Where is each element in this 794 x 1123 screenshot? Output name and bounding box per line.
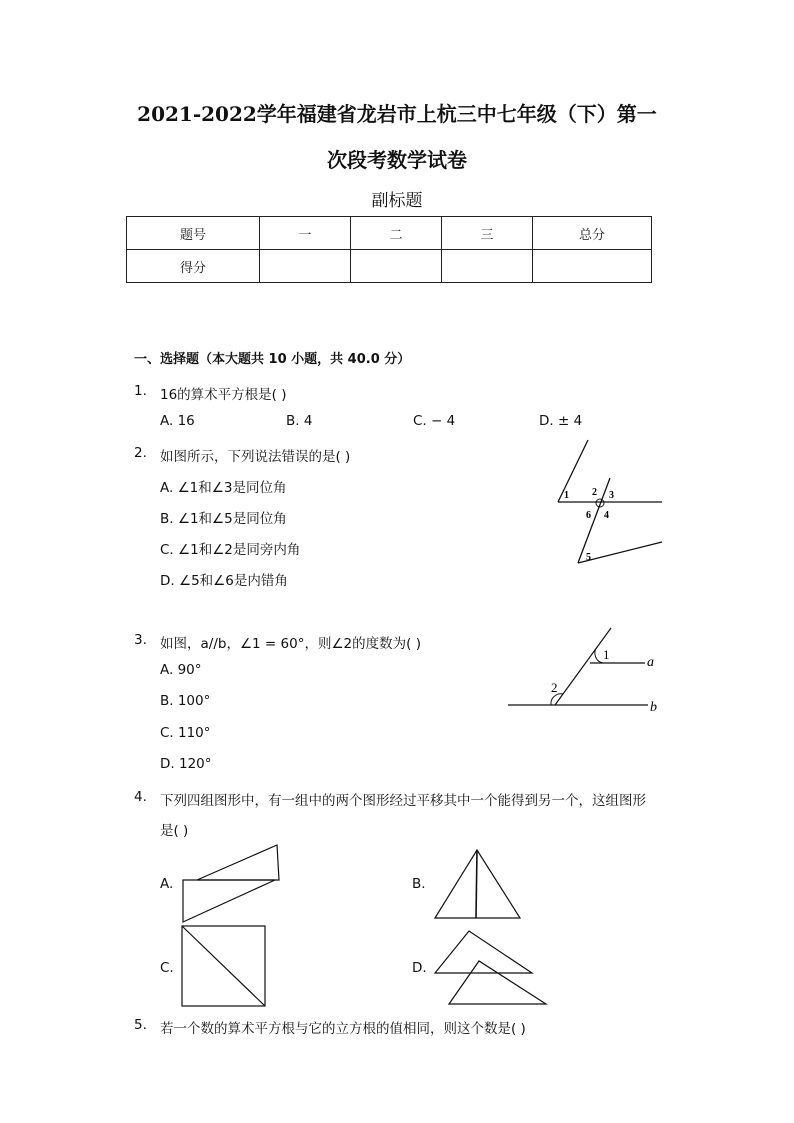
option-b[interactable]: B. <box>412 876 426 892</box>
angle-label: 4 <box>604 510 609 521</box>
option-c[interactable]: C. 110° <box>160 725 211 741</box>
option-a[interactable]: A. 90° <box>160 662 202 678</box>
option-b-figure <box>432 846 524 922</box>
option-b[interactable]: B. 100° <box>160 693 211 709</box>
line-label-b: b <box>650 700 657 715</box>
score-row-label: 得分 <box>127 250 260 283</box>
option-a-figure <box>180 842 282 926</box>
question-text-line1: 下列四组图形中，有一组中的两个图形经过平移其中一个能得到另一个，这组图形 <box>160 793 646 809</box>
option-a[interactable]: A. ∠1和∠3是同位角 <box>160 480 287 496</box>
score-table-header-cell: 三 <box>442 217 533 250</box>
question-number: 5. <box>134 1017 147 1033</box>
question-text: 如图，a//b，∠1 = 60°，则∠2的度数为( ) <box>160 636 421 652</box>
angle-label: 1 <box>603 647 610 662</box>
option-d[interactable]: D. 120° <box>160 756 212 772</box>
option-d[interactable]: D. <box>412 960 427 976</box>
exam-title-line2: 次段考数学试卷 <box>327 148 467 172</box>
question-number: 3. <box>134 632 147 648</box>
score-table <box>126 216 652 283</box>
score-table-header-row <box>127 217 652 250</box>
option-c[interactable]: C. − 4 <box>413 413 456 429</box>
question-text-line2: 是( ) <box>160 823 189 839</box>
option-a[interactable]: A. <box>160 876 174 892</box>
angle-label: 2 <box>592 487 597 498</box>
angle-label: 1 <box>564 490 569 501</box>
angle-label: 5 <box>586 552 591 563</box>
option-b[interactable]: B. ∠1和∠5是同位角 <box>160 511 287 527</box>
option-d[interactable]: D. ∠5和∠6是内错角 <box>160 573 288 589</box>
score-table-header-cell: 一 <box>260 217 351 250</box>
score-cell[interactable] <box>260 250 351 283</box>
score-table-score-row <box>127 250 652 283</box>
section-heading: 一、选择题（本大题共 10 小题，共 40.0 分） <box>134 352 411 367</box>
score-cell[interactable] <box>442 250 533 283</box>
option-c[interactable]: C. <box>160 960 174 976</box>
q3-parallel-lines-figure <box>505 625 670 720</box>
option-a[interactable]: A. 16 <box>160 413 195 429</box>
option-c-figure <box>180 924 270 1010</box>
option-b[interactable]: B. 4 <box>286 413 313 429</box>
question-number: 1. <box>134 383 147 399</box>
angle-label: 2 <box>551 680 558 695</box>
exam-subtitle: 副标题 <box>371 191 423 211</box>
angle-label: 6 <box>586 510 591 521</box>
option-c[interactable]: C. ∠1和∠2是同旁内角 <box>160 542 301 558</box>
score-cell[interactable] <box>351 250 442 283</box>
question-number: 2. <box>134 445 147 461</box>
question-text: 若一个数的算术平方根与它的立方根的值相同，则这个数是( ) <box>160 1021 526 1037</box>
score-table-header-cell: 二 <box>351 217 442 250</box>
question-text: 16的算术平方根是( ) <box>160 387 287 403</box>
question-text: 如图所示，下列说法错误的是( ) <box>160 449 351 465</box>
line-label-a: a <box>647 655 654 670</box>
q2-angle-figure <box>550 430 670 570</box>
score-cell[interactable] <box>533 250 652 283</box>
score-table-header-cell: 题号 <box>127 217 260 250</box>
question-number: 4. <box>134 789 147 805</box>
option-d-figure <box>432 927 550 1007</box>
angle-label: 3 <box>609 490 614 501</box>
score-table-header-cell: 总分 <box>533 217 652 250</box>
exam-title-line1: 2021-2022学年福建省龙岩市上杭三中七年级（下）第一 <box>137 102 657 126</box>
option-d[interactable]: D. ± 4 <box>539 413 583 429</box>
